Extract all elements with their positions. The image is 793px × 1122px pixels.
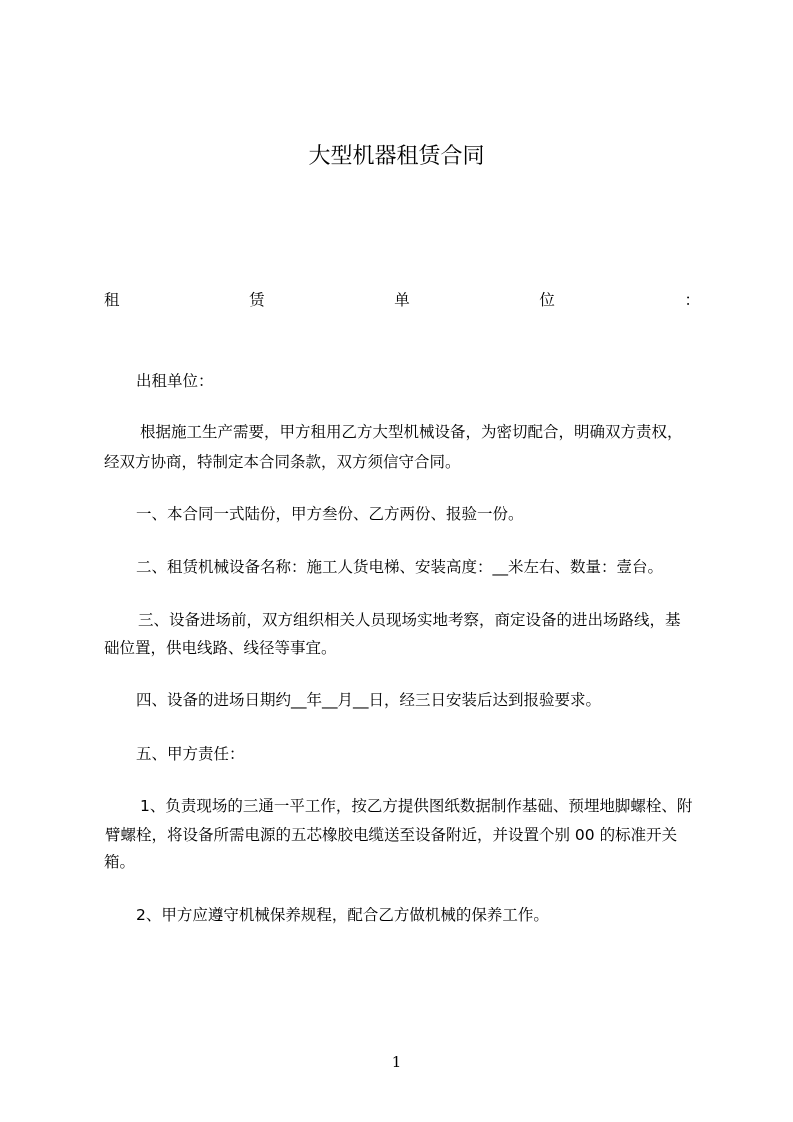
clause-2: 二、租赁机械设备名称：施工人货电梯、安装高度：__米左右、数量：壹台。 [136, 558, 664, 576]
lessor-field: 出租单位： [136, 372, 214, 390]
item-1-line: 臂螺栓，将设备所需电源的五芯橡胶电缆送至设备附近，并设置个别 00 的标准开关 [105, 826, 678, 844]
lessee-char: 单 [394, 291, 410, 309]
clause-3-line: 础位置，供电线路、线径等事宜。 [104, 639, 337, 657]
lessee-char: 位 [539, 291, 555, 309]
page-number: 1 [391, 1053, 402, 1071]
clause-4: 四、设备的进场日期约__年__月__日，经三日安装后达到报验要求。 [136, 691, 602, 709]
lessee-colon: ： [684, 291, 700, 309]
lessee-char: 赁 [249, 291, 265, 309]
clause-1: 一、本合同一式陆份，甲方叁份、乙方两份、报验一份。 [136, 505, 524, 523]
intro-line: 根据施工生产需要，甲方租用乙方大型机械设备，为密切配合，明确双方责权， [140, 423, 683, 441]
item-1-line: 1、负责现场的三通一平工作，按乙方提供图纸数据制作基础、预埋地脚螺栓、附 [140, 797, 693, 815]
clause-3-line: 三、设备进场前，双方组织相关人员现场实地考察，商定设备的进出场路线，基 [138, 611, 681, 629]
intro-line: 经双方协商，特制定本合同条款，双方须信守合同。 [104, 453, 461, 471]
document-title: 大型机器租赁合同 [308, 144, 485, 169]
clause-5-heading: 五、甲方责任： [136, 745, 245, 763]
item-1-line: 箱。 [104, 853, 136, 871]
lessee-char: 租 [104, 291, 120, 309]
lessee-field [104, 286, 700, 314]
item-2: 2、甲方应遵守机械保养规程，配合乙方做机械的保养工作。 [136, 906, 549, 924]
